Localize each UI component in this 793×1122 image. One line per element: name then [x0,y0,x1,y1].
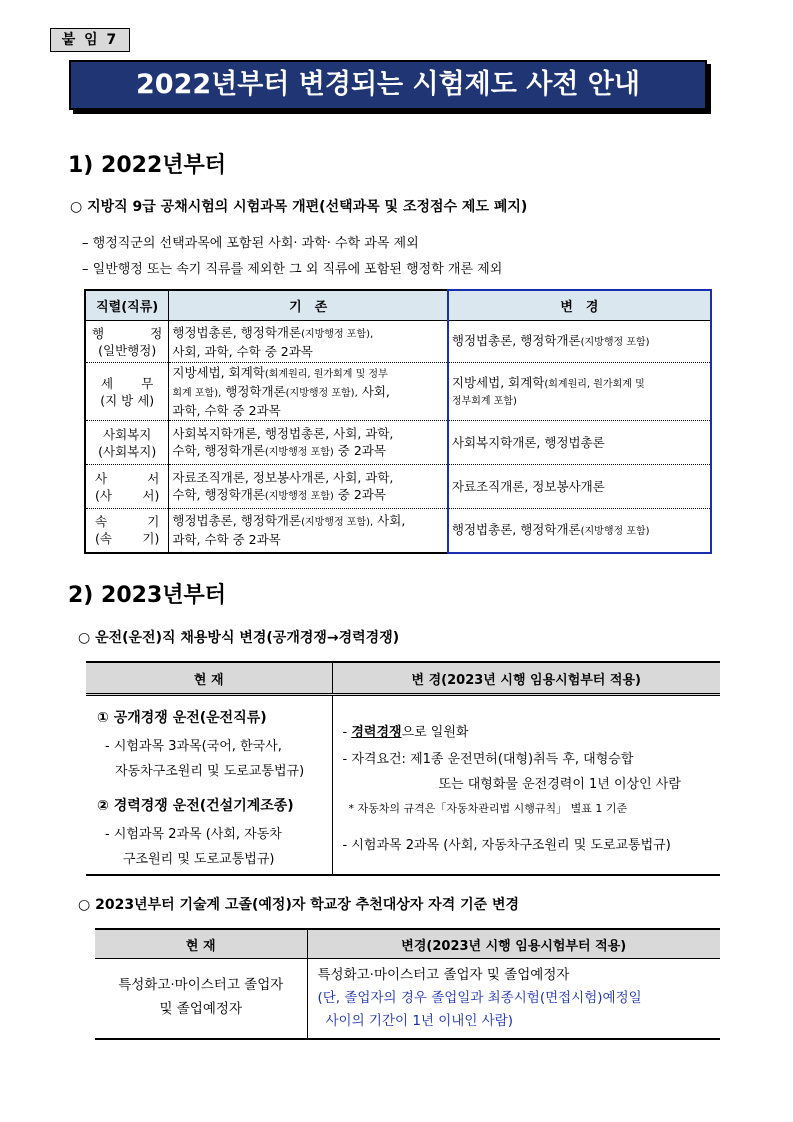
attachment-tag: 붙 임 7 [50,28,130,52]
section2-bullet: ○ 운전(운전)직 채용방식 변경(공개경쟁→경력경쟁) [78,630,400,646]
section1-bullet: ○ 지방직 9급 공채시험의 시험과목 개편(선택과목 및 조정점수 제도 폐지) [70,199,528,215]
current-criteria-1: 특성화고·마이스터고 졸업자 [118,977,284,993]
table-row: 세 무 (지 방 세) 지방세법, 회계학(회계원리, 원가회계 및 정부 회계 포함), 행정학개론(지방행정 포함), 사회, 과학, 수학 중 2과목 지방세법, 회계학(회계원리, 원가회계 및 정부회계 포함) [85,363,711,421]
qualification-line-2: 또는 대형화물 운전경력이 1년 이상인 사람 [438,777,681,792]
col-header-changed: 변 경 [448,290,711,321]
open-competition-title: ① 공개경쟁 운전(운전직류) [97,710,267,726]
qualification-line: - 자격요건: 제1종 운전면허(대형)취득 후, 대형승합 [342,752,634,767]
subjects-line: - 시험과목 2과목 (사회, 자동차구조원리 및 도로교통법규) [342,838,671,853]
col-header-changed: 변 경(2023년 시행 임용시험부터 적용) [332,662,720,695]
table-row: 행 정 (일반행정) 행정법총론, 행정학개론(지방행정 포함), 사회, 과학, 수학 중 2과목 행정법총론, 행정학개론(지방행정 포함) [85,321,711,363]
unify-line: - 경력경쟁으로 일원화 [342,725,469,740]
career-competition-desc-2: 구조원리 및 도로교통법규) [123,852,275,867]
new-criteria-3: 사이의 기간이 1년 이내인 사람) [325,1013,514,1029]
table-row: 속 기 (속 기) 행정법총론, 행정학개론(지방행정 포함), 사회, 과학, 수학 중 2과목 행정법총론, 행정학개론(지방행정 포함) [85,509,711,553]
school-recommendation-table [95,928,720,1040]
page-title: 2022년부터 변경되는 시험제도 사전 안내 [69,60,707,110]
section1-dash-1: – 행정직군의 선택과목에 포함된 사회· 과학· 수학 과목 제외 [82,236,419,251]
current-criteria-2: 및 졸업예정자 [159,1001,243,1017]
career-competition-desc-1: - 시험과목 2과목 (사회, 자동차 [105,827,282,842]
open-competition-desc-1: - 시험과목 3과목(국어, 한국사, [105,739,282,754]
career-competition-title: ② 경력경쟁 운전(건설기계조종) [97,798,294,814]
col-header-changed: 변경(2023년 시행 임용시험부터 적용) [307,929,720,959]
section2-bullet-2: ○ 2023년부터 기술계 고졸(예정)자 학교장 추천대상자 자격 기준 변경 [78,897,520,913]
col-header-existing: 기 존 [169,290,448,321]
exam-subject-table [84,289,712,554]
vehicle-standard-note: * 자동차의 규격은「자동차관리법 시행규칙」 별표 1 기준 [348,802,628,815]
driver-hiring-table [86,661,720,876]
section2-heading: 2) 2023년부터 [68,583,227,608]
col-header-current: 현 재 [86,662,332,695]
table-row: 사회복지 (사회복지) 사회복지학개론, 행정법총론, 사회, 과학, 수학, 행정학개론(지방행정 포함) 중 2과목 사회복지학개론, 행정법총론 [85,421,711,465]
new-criteria-2: (단, 졸업자의 경우 졸업일과 최종시험(면접시험)예정일 [317,990,642,1006]
section1-heading: 1) 2022년부터 [68,153,227,178]
col-header-current: 현 재 [95,929,307,959]
new-criteria-1: 특성화고·마이스터고 졸업자 및 졸업예정자 [317,967,570,983]
table-row: 사 서 (사 서) 자료조직개론, 정보봉사개론, 사회, 과학, 수학, 행정학개론(지방행정 포함) 중 2과목 자료조직개론, 정보봉사개론 [85,465,711,509]
section1-dash-2: – 일반행정 또는 속기 직류를 제외한 그 외 직류에 포함된 행정학 개론 제외 [82,262,503,277]
col-header-position: 직렬(직류) [85,290,169,321]
open-competition-desc-2: 자동차구조원리 및 도로교통법규) [115,764,305,779]
